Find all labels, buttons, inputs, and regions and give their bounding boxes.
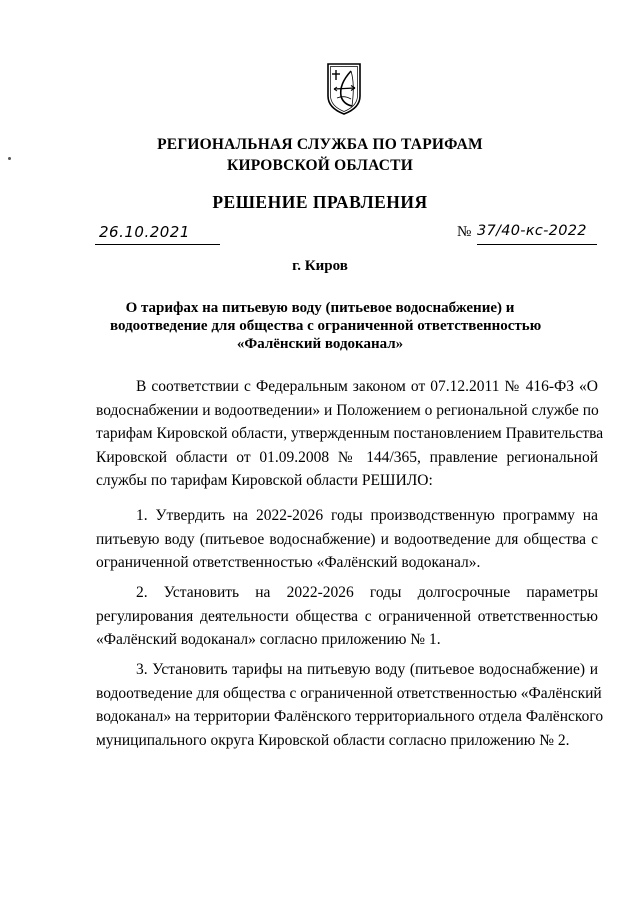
document-type-title: РЕШЕНИЕ ПРАВЛЕНИЯ: [212, 192, 428, 212]
text-line: службы по тарифам Кировской области РЕШИЛО:: [96, 472, 433, 489]
handwritten-number: 37/40-кс-2022: [477, 223, 587, 239]
clause-2-paragraph: [96, 581, 598, 652]
text-line: ограниченной ответственностью «Фалёнский водоканал».: [96, 554, 481, 571]
city-name: г. Киров: [292, 258, 348, 274]
text-line: водоснабжении и водоотведении» и Положением о региональной службе по: [96, 401, 599, 419]
text-line: водоканал» на территории Фалёнского территориального отдела Фалёнского: [96, 708, 604, 725]
clause-3-paragraph: [96, 658, 604, 752]
number-field: [477, 222, 597, 245]
text-line: питьевую воду (питьевое водоснабжение) и водоотведение для общества с: [96, 530, 598, 548]
text-line: В соответствии с Федеральным законом от 07.12.2011 № 416-ФЗ «О: [136, 378, 598, 395]
text-line: водоотведение для общества с ограниченной ответственностью «Фалёнский: [96, 684, 602, 702]
handwritten-date: 26.10.2021: [99, 223, 190, 241]
text-line: 3. Установить тарифы на питьевую воду (питьевое водоснабжение) и: [136, 661, 598, 678]
text-line: 2. Установить на 2022-2026 годы долгосрочные параметры: [136, 584, 598, 601]
text-line: тарифам Кировской области, утвержденным постановлением Правительства: [96, 425, 604, 442]
text-line: Кировской области от 01.09.2008 № 144/365, правление региональной: [96, 448, 598, 466]
date-field: [95, 222, 220, 245]
coat-of-arms-icon: [325, 62, 363, 116]
subject-line: О тарифах на питьевую воду (питьевое водоснабжение) и: [125, 300, 515, 316]
text-line: «Фалёнский водоканал» согласно приложению № 1.: [96, 631, 441, 648]
subject-line: водоотведение для общества с ограниченной ответственностью: [110, 318, 542, 334]
organization-name: РЕГИОНАЛЬНАЯ СЛУЖБА ПО ТАРИФАМ: [157, 136, 483, 153]
text-line: муниципального округа Кировской области согласно приложению № 2.: [96, 731, 570, 749]
text-line: 1. Утвердить на 2022-2026 годы производственную программу на: [136, 507, 598, 524]
subject-line: «Фалёнский водоканал»: [236, 336, 404, 352]
number-label: №: [457, 224, 472, 240]
decision-subject: [110, 299, 542, 353]
organization-region: КИРОВСКОЙ ОБЛАСТИ: [227, 157, 413, 174]
text-line: регулирования деятельности общества с ограниченной ответственностью: [96, 607, 598, 625]
clause-1-paragraph: [96, 504, 598, 575]
preamble-paragraph: [96, 375, 604, 493]
